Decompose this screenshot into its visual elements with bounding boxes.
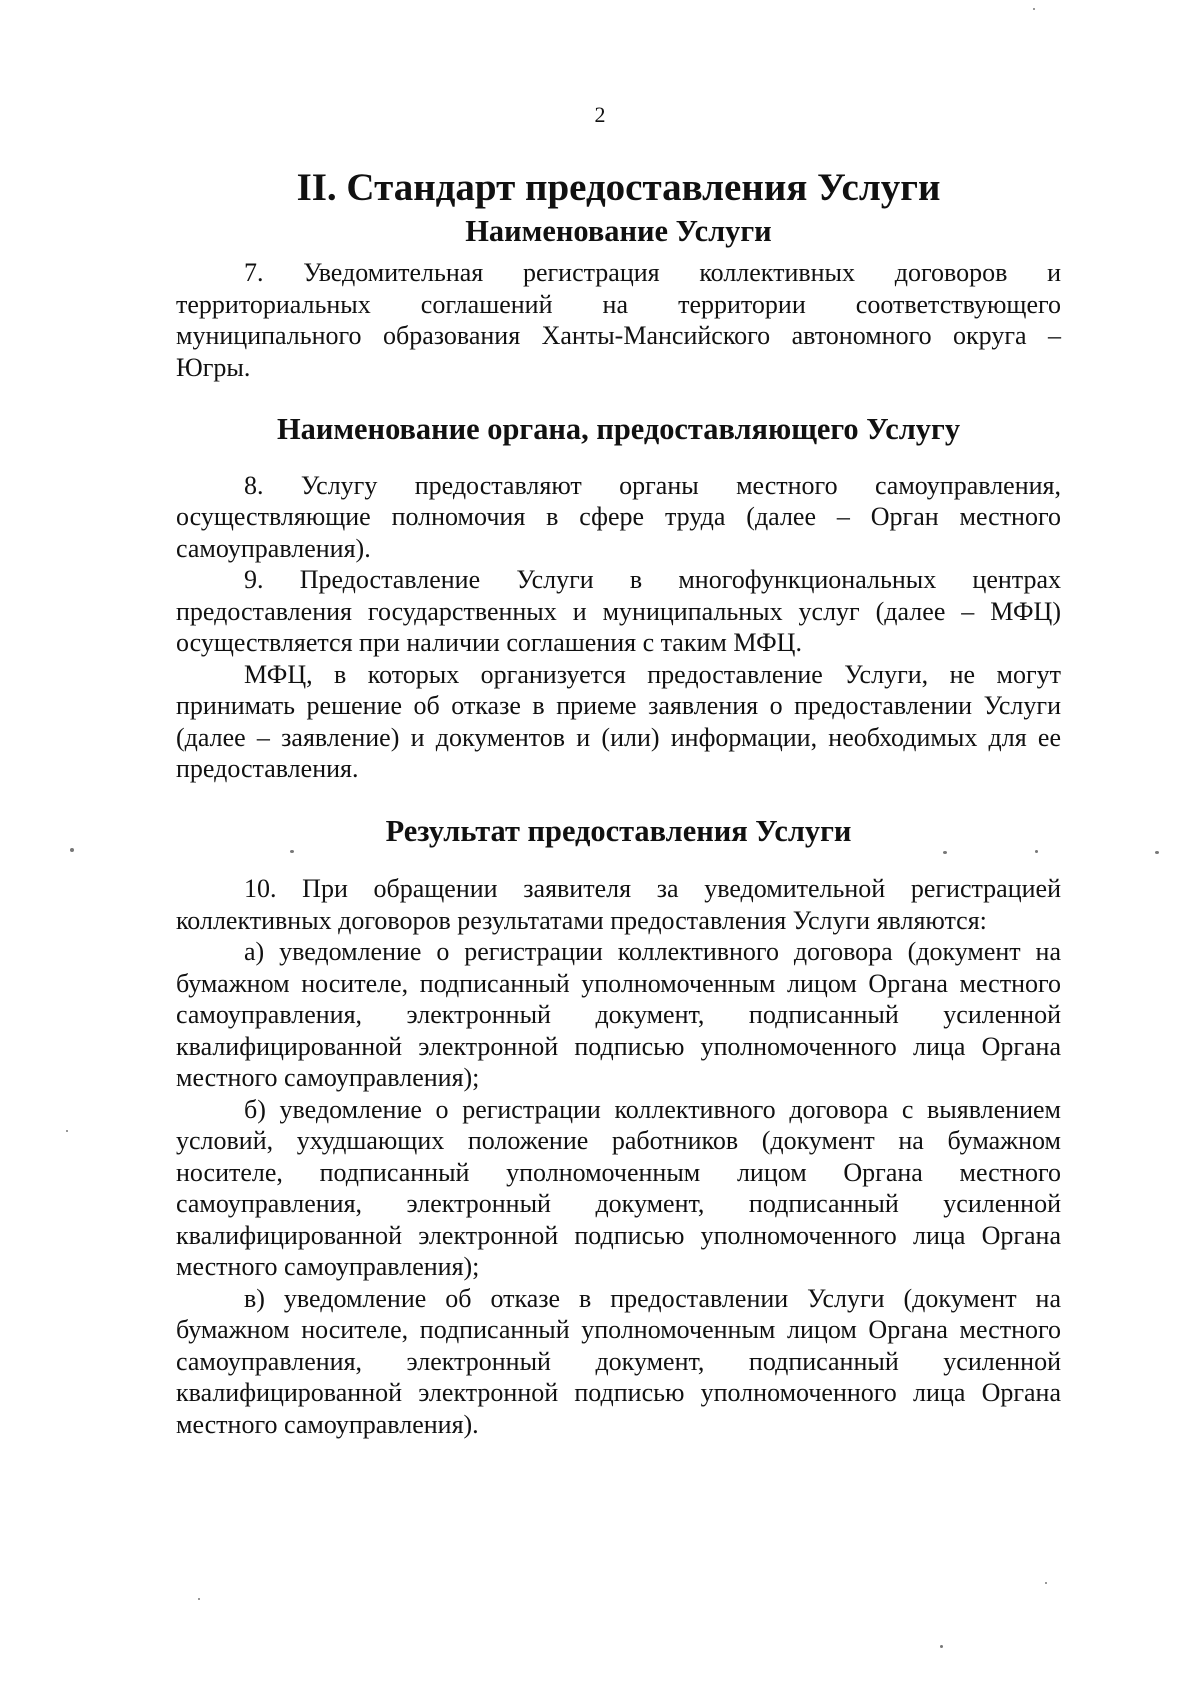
paragraph-8: 8. Услугу предоставляют органы местного самоуправления, осуществляющие полномочия в сфере труда (далее – Орган местного самоуправления).: [176, 470, 1061, 563]
scan-speck: [66, 1130, 68, 1132]
section-title: II. Стандарт предоставления Услуги: [296, 166, 941, 209]
block-heading-result: Результат предоставления Услуги: [385, 813, 852, 848]
scan-speck: [1155, 851, 1159, 854]
scan-speck: [70, 848, 74, 852]
paragraph-10-v: в) уведомление об отказе в предоставлении Услуги (документ на бумажном носителе, подписанный уполномоченным лицом Органа местного самоуправления, электронный документ, подписанный усиленной квалифицированной электронной подписью уполномоченного лица Органа местного самоуправления).: [176, 1283, 1061, 1439]
page-number: 2: [594, 102, 606, 127]
scan-speck: [198, 1598, 200, 1600]
block-heading-service-name: Наименование Услуги: [465, 213, 772, 248]
block-heading-provider: Наименование органа, предоставляющего Услугу: [276, 412, 961, 446]
scan-speck: [290, 850, 294, 853]
scan-speck: [943, 851, 947, 854]
paragraph-mfc: МФЦ, в которых организуется предоставление Услуги, не могут принимать решение об отказе в приеме заявления о предоставлении Услуги (далее – заявление) и документов и (или) информации, необходимых для ее предоставления.: [176, 659, 1061, 783]
paragraph-10-b: б) уведомление о регистрации коллективного договора с выявлением условий, ухудшающих положение работников (документ на бумажном носителе, подписанный уполномоченным лицом Органа местного самоуправления, электронный документ, подписанный усиленной квалифицированной электронной подписью уполномоченного лица Органа местного самоуправления);: [176, 1094, 1061, 1281]
paragraph-9: 9. Предоставление Услуги в многофункциональных центрах предоставления государственных и муниципальных услуг (далее – МФЦ) осуществляется при наличии соглашения с таким МФЦ.: [176, 565, 1061, 657]
scan-speck: [1035, 850, 1038, 853]
paragraph-10-a: а) уведомление о регистрации коллективного договора (документ на бумажном носителе, подписанный уполномоченным лицом Органа местного самоуправления, электронный документ, подписанный усиленной квалифицированной электронной подписью уполномоченного лица Органа местного самоуправления);: [176, 937, 1061, 1092]
scan-speck: [1045, 1582, 1047, 1584]
paragraph-10: 10. При обращении заявителя за уведомительной регистрацией коллективных договоров результатами предоставления Услуги являются:: [176, 874, 1061, 935]
scan-speck: [1033, 8, 1035, 10]
paragraph-7: 7. Уведомительная регистрация коллективных договоров и территориальных соглашений на территории соответствующего муниципального образования Ханты-Мансийского автономного округа – Югры.: [176, 258, 1061, 382]
scan-speck: [940, 1645, 943, 1648]
document-body: [176, 166, 1061, 1440]
